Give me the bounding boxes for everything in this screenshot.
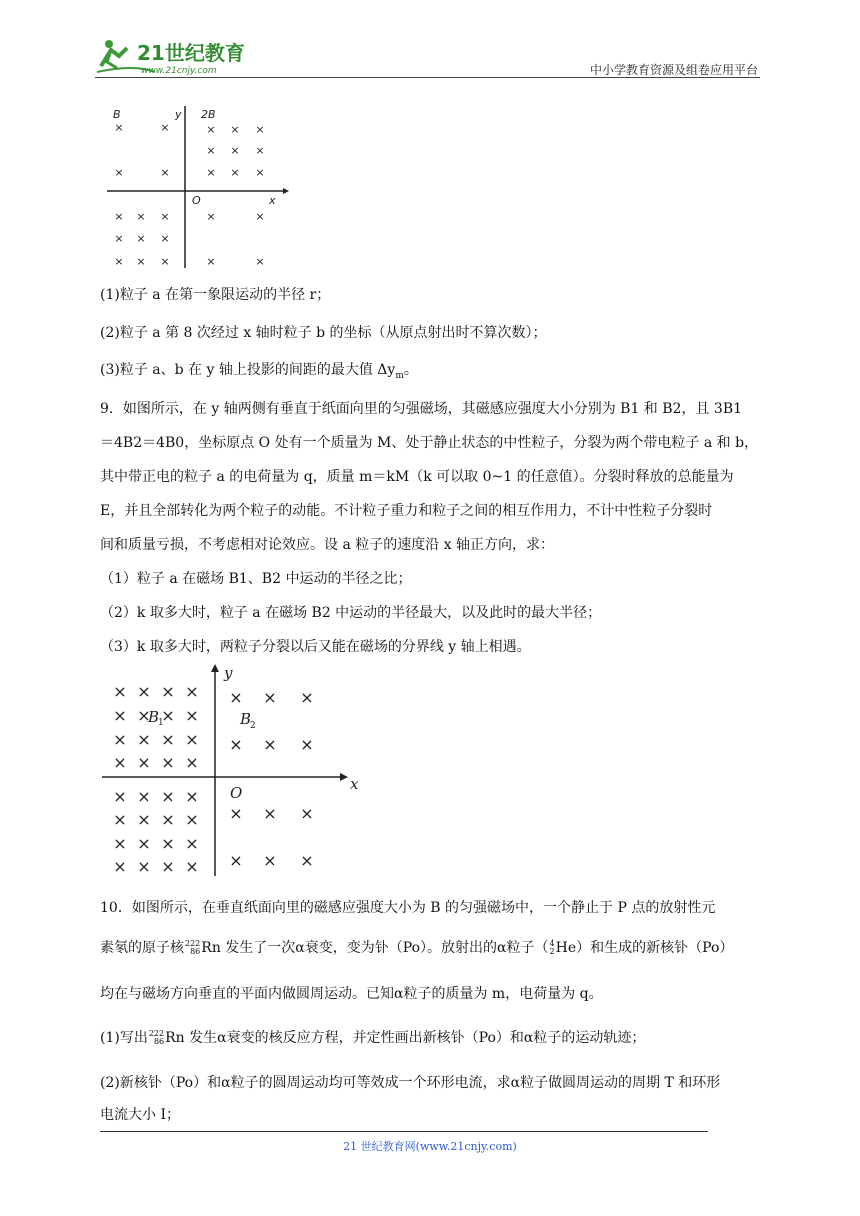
svg-text:×: × [255, 210, 265, 223]
q10-line2: 素氡的原子核222 86Rn 发生了一次α衰变，变为钋（Po）。放射出的α粒子（4 2He）和生成的新核钋（Po） [100, 939, 734, 956]
svg-text:×: × [300, 804, 314, 823]
q9-intro-line5: 间和质量亏损，不考虑相对论效应。设 a 粒子的速度沿 x 轴正方向，求： [100, 537, 555, 553]
svg-text:×: × [206, 166, 216, 179]
q9-part2: （2）k 取多大时，粒子 a 在磁场 B2 中运动的半径最大，以及此时的最大半径； [100, 605, 602, 621]
page-header [95, 36, 760, 81]
svg-text:×: × [300, 688, 314, 707]
q8-part2: (2)粒子 a 第 8 次经过 x 轴时粒子 b 的坐标（从原点射出时不算次数）； [100, 325, 547, 341]
svg-text:×: × [137, 682, 151, 701]
svg-text:×: × [255, 123, 265, 136]
q9-part1: （1）粒子 a 在磁场 B1、B2 中运动的半径之比； [100, 571, 412, 587]
svg-text:×: × [137, 834, 151, 853]
svg-text:×: × [160, 210, 170, 223]
svg-text:×: × [229, 851, 243, 870]
svg-text:×: × [161, 706, 175, 725]
platform-name: 中小学教育资源及组卷应用平台 [589, 63, 758, 77]
svg-text:×: × [137, 787, 151, 806]
svg-text:x: x [269, 194, 276, 207]
svg-text:×: × [263, 688, 277, 707]
svg-text:×: × [206, 144, 216, 157]
svg-text:×: × [160, 166, 170, 179]
svg-text:×: × [255, 144, 265, 157]
svg-text:O: O [230, 784, 243, 802]
svg-text:×: × [113, 787, 127, 806]
svg-text:×: × [136, 255, 146, 268]
q9-intro-line4: E，并且全部转化为两个粒子的动能。不计粒子重力和粒子之间的相互作用力，不计中性粒子分裂时 [100, 503, 713, 519]
svg-text:×: × [137, 857, 151, 876]
svg-text:y: y [224, 664, 233, 682]
svg-text:×: × [161, 810, 175, 829]
svg-text:×: × [206, 210, 216, 223]
svg-text:×: × [161, 787, 175, 806]
svg-text:×: × [229, 735, 243, 754]
svg-text:×: × [160, 255, 170, 268]
figure-magnetic-field-1 [105, 104, 295, 270]
svg-text:×: × [229, 804, 243, 823]
q10-line3: 均在与磁场方向垂直的平面内做圆周运动。已知α粒子的质量为 m，电荷量为 q。 [100, 986, 603, 1002]
footer-link[interactable]: 21 世纪教育网(www.21cnjy.com) [343, 1140, 517, 1153]
svg-text:×: × [114, 121, 124, 134]
svg-text:×: × [114, 210, 124, 223]
svg-text:×: × [161, 753, 175, 772]
svg-text:×: × [300, 851, 314, 870]
svg-text:×: × [185, 706, 199, 725]
svg-text:y: y [175, 108, 182, 121]
svg-text:×: × [113, 682, 127, 701]
svg-text:1: 1 [158, 718, 164, 728]
footer-divider [100, 1131, 708, 1132]
q10-part1: (1)写出222 86Rn 发生α衰变的核反应方程，并定性画出新核钋（Po）和α粒子的运动轨迹； [100, 1029, 646, 1046]
q9-intro-line3: 其中带正电的粒子 a 的电荷量为 q，质量 m＝kM（k 可以取 0~1 的任意值）。分裂时释放的总能量为 [100, 469, 734, 485]
svg-text:×: × [185, 730, 199, 749]
svg-text:×: × [206, 255, 216, 268]
svg-text:x: x [350, 775, 359, 793]
svg-text:×: × [263, 735, 277, 754]
q10-line1: 10．如图所示，在垂直纸面向里的磁感应强度大小为 B 的匀强磁场中，一个静止于 P 点的放射性元 [100, 900, 716, 916]
svg-text:×: × [113, 730, 127, 749]
svg-text:×: × [255, 255, 265, 268]
svg-text:×: × [230, 166, 240, 179]
svg-text:2B: 2B [201, 108, 216, 121]
svg-text:×: × [113, 706, 127, 725]
svg-text:×: × [185, 857, 199, 876]
q9-intro-line2: ＝4B2＝4B0，坐标原点 O 处有一个质量为 M、处于静止状态的中性粒子，分裂为两个带电粒子 a 和 b， [100, 435, 759, 451]
q9-part3: （3）k 取多大时，两粒子分裂以后又能在磁场的分界线 y 轴上相遇。 [100, 639, 531, 655]
svg-text:×: × [136, 232, 146, 245]
svg-text:×: × [114, 232, 124, 245]
svg-text:2: 2 [250, 721, 256, 731]
svg-text:B: B [240, 710, 252, 728]
svg-text:×: × [160, 121, 170, 134]
q10-part2: (2)新核钋（Po）和α粒子的圆周运动均可等效成一个环形电流，求α粒子做圆周运动的周期 T 和环形 [100, 1075, 721, 1091]
svg-text:×: × [137, 810, 151, 829]
svg-text:×: × [161, 834, 175, 853]
svg-text:×: × [136, 210, 146, 223]
svg-text:×: × [300, 735, 314, 754]
svg-text:×: × [185, 834, 199, 853]
q8-part1: (1)粒子 a 在第一象限运动的半径 r； [100, 287, 331, 303]
svg-text:×: × [161, 682, 175, 701]
svg-text:×: × [113, 857, 127, 876]
svg-text:O: O [192, 194, 201, 207]
svg-text:×: × [206, 123, 216, 136]
svg-text:21世纪教育: 21世纪教育 [137, 41, 245, 65]
svg-text:×: × [255, 166, 265, 179]
svg-text:×: × [230, 123, 240, 136]
svg-text:×: × [137, 753, 151, 772]
q10-part2-cont: 电流大小 I； [100, 1107, 180, 1123]
svg-text:B: B [148, 708, 160, 726]
svg-text:×: × [185, 682, 199, 701]
svg-text:www.21cnjy.com: www.21cnjy.com [141, 66, 217, 76]
svg-text:×: × [113, 753, 127, 772]
svg-text:×: × [137, 706, 151, 725]
svg-text:×: × [185, 787, 199, 806]
svg-text:B: B [113, 108, 121, 121]
svg-text:×: × [229, 688, 243, 707]
svg-text:×: × [113, 834, 127, 853]
svg-text:×: × [161, 730, 175, 749]
svg-text:×: × [185, 810, 199, 829]
q9-intro-line1: 9．如图所示，在 y 轴两侧有垂直于纸面向里的匀强磁场，其磁感应强度大小分别为 B1 和 B2，且 3B1 [100, 401, 743, 417]
svg-text:×: × [263, 851, 277, 870]
header-divider [95, 77, 760, 78]
svg-text:×: × [114, 166, 124, 179]
svg-text:×: × [114, 255, 124, 268]
svg-text:×: × [230, 144, 240, 157]
svg-text:×: × [161, 857, 175, 876]
svg-text:×: × [185, 753, 199, 772]
svg-text:×: × [137, 730, 151, 749]
figure-magnetic-field-2 [100, 664, 365, 879]
svg-text:×: × [160, 232, 170, 245]
q8-part3: (3)粒子 a、b 在 y 轴上投影的间距的最大值 $\Delta y_m$。 [100, 362, 418, 381]
site-logo [95, 36, 265, 78]
svg-text:×: × [113, 810, 127, 829]
svg-text:×: × [263, 804, 277, 823]
